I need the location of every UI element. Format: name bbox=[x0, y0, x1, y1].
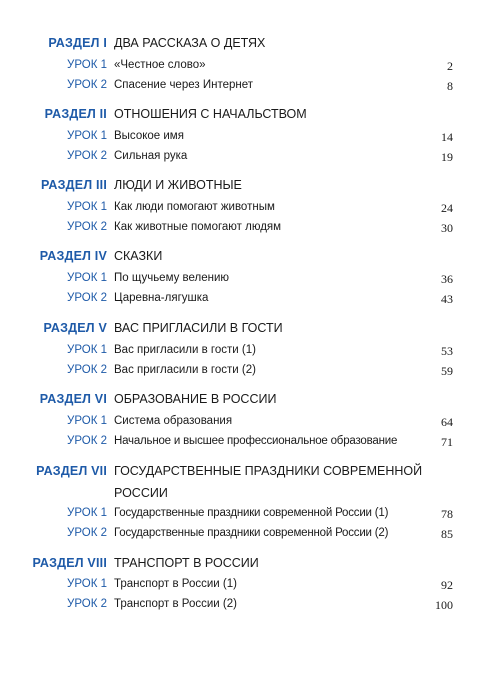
lesson-title: Транспорт в России (2) bbox=[114, 598, 237, 610]
lesson-title: Как люди помогают животным bbox=[114, 201, 275, 213]
lesson-row[interactable] bbox=[0, 507, 500, 527]
lesson-row[interactable] bbox=[0, 292, 500, 312]
section-label: РАЗДЕЛ IV bbox=[39, 249, 107, 263]
lesson-row[interactable] bbox=[0, 201, 500, 221]
section-title: ОБРАЗОВАНИЕ В РОССИИ bbox=[114, 392, 277, 406]
lesson-page: 8 bbox=[447, 79, 453, 93]
lesson-title: Сильная рука bbox=[114, 150, 188, 162]
lesson-title: По щучьему велению bbox=[114, 272, 230, 284]
lesson-title: Транспорт в России (1) bbox=[114, 578, 237, 590]
lesson-row[interactable] bbox=[0, 150, 500, 170]
lesson-label: УРОК 2 bbox=[67, 435, 107, 447]
lesson-title: Высокое имя bbox=[114, 130, 184, 142]
lesson-page: 59 bbox=[441, 364, 453, 378]
lesson-page: 53 bbox=[441, 344, 453, 358]
section-title: ГОСУДАРСТВЕННЫЕ ПРАЗДНИКИ СОВРЕМЕННОЙ РОССИИ bbox=[114, 464, 423, 500]
lesson-label: УРОК 1 bbox=[67, 578, 107, 590]
section-title: ВАС ПРИГЛАСИЛИ В ГОСТИ bbox=[114, 321, 283, 335]
lesson-label: УРОК 2 bbox=[67, 527, 107, 539]
lesson-label: УРОК 2 bbox=[67, 598, 107, 610]
lesson-row[interactable] bbox=[0, 435, 500, 455]
lesson-page: 14 bbox=[441, 130, 453, 144]
lesson-page: 100 bbox=[435, 598, 453, 612]
section-title: ОТНОШЕНИЯ С НАЧАЛЬСТВОМ bbox=[114, 107, 307, 121]
lesson-label: УРОК 2 bbox=[67, 150, 107, 162]
lesson-label: УРОК 1 bbox=[67, 201, 107, 213]
section-title: СКАЗКИ bbox=[114, 249, 163, 263]
lesson-row[interactable] bbox=[0, 272, 500, 292]
lesson-label: УРОК 1 bbox=[67, 59, 107, 71]
lesson-row[interactable] bbox=[0, 415, 500, 435]
section-title: ЛЮДИ И ЖИВОТНЫЕ bbox=[114, 178, 242, 192]
lesson-page: 78 bbox=[441, 507, 453, 521]
lesson-page: 64 bbox=[441, 415, 453, 429]
lesson-row[interactable] bbox=[0, 59, 500, 79]
lesson-label: УРОК 2 bbox=[67, 221, 107, 233]
lesson-row[interactable] bbox=[0, 79, 500, 99]
lesson-row[interactable] bbox=[0, 221, 500, 241]
lesson-label: УРОК 2 bbox=[67, 79, 107, 91]
lesson-page: 85 bbox=[441, 527, 453, 541]
section-label: РАЗДЕЛ VII bbox=[36, 464, 107, 478]
lesson-title: Государственные праздники современной России (1) bbox=[114, 507, 389, 519]
lesson-page: 19 bbox=[441, 150, 453, 164]
section-title: ТРАНСПОРТ В РОССИИ bbox=[114, 556, 259, 570]
lesson-page: 92 bbox=[441, 578, 453, 592]
lesson-page: 2 bbox=[447, 59, 453, 73]
lesson-label: УРОК 1 bbox=[67, 272, 107, 284]
lesson-title: Вас пригласили в гости (1) bbox=[114, 344, 256, 356]
section-label: РАЗДЕЛ II bbox=[44, 107, 107, 121]
lesson-label: УРОК 1 bbox=[67, 344, 107, 356]
section-label: РАЗДЕЛ VI bbox=[39, 392, 107, 406]
lesson-title: Вас пригласили в гости (2) bbox=[114, 364, 256, 376]
lesson-label: УРОК 1 bbox=[67, 130, 107, 142]
lesson-title: Как животные помогают людям bbox=[114, 221, 282, 233]
lesson-label: УРОК 1 bbox=[67, 415, 107, 427]
lesson-title: Царевна-лягушка bbox=[114, 292, 209, 304]
lesson-label: УРОК 2 bbox=[67, 364, 107, 376]
lesson-page: 36 bbox=[441, 272, 453, 286]
lesson-row[interactable] bbox=[0, 598, 500, 618]
lesson-page: 71 bbox=[441, 435, 453, 449]
lesson-row[interactable] bbox=[0, 130, 500, 150]
lesson-title: «Честное слово» bbox=[114, 59, 206, 71]
lesson-row[interactable] bbox=[0, 527, 500, 547]
section-label: РАЗДЕЛ VIII bbox=[32, 556, 107, 570]
section-label: РАЗДЕЛ V bbox=[43, 321, 107, 335]
lesson-title: Спасение через Интернет bbox=[114, 79, 254, 91]
lesson-row[interactable] bbox=[0, 344, 500, 364]
section-title: ДВА РАССКАЗА О ДЕТЯХ bbox=[114, 36, 266, 50]
lesson-page: 24 bbox=[441, 201, 453, 215]
lesson-row[interactable] bbox=[0, 578, 500, 598]
lesson-title: Начальное и высшее профессиональное образование bbox=[114, 435, 398, 447]
section-label: РАЗДЕЛ III bbox=[40, 178, 107, 192]
lesson-row[interactable] bbox=[0, 364, 500, 384]
lesson-page: 30 bbox=[441, 221, 453, 235]
section-label: РАЗДЕЛ I bbox=[48, 36, 107, 50]
lesson-page: 43 bbox=[441, 292, 453, 306]
lesson-title: Система образования bbox=[114, 415, 233, 427]
lesson-label: УРОК 2 bbox=[67, 292, 107, 304]
lesson-title: Государственные праздники современной России (2) bbox=[114, 527, 389, 539]
lesson-label: УРОК 1 bbox=[67, 507, 107, 519]
